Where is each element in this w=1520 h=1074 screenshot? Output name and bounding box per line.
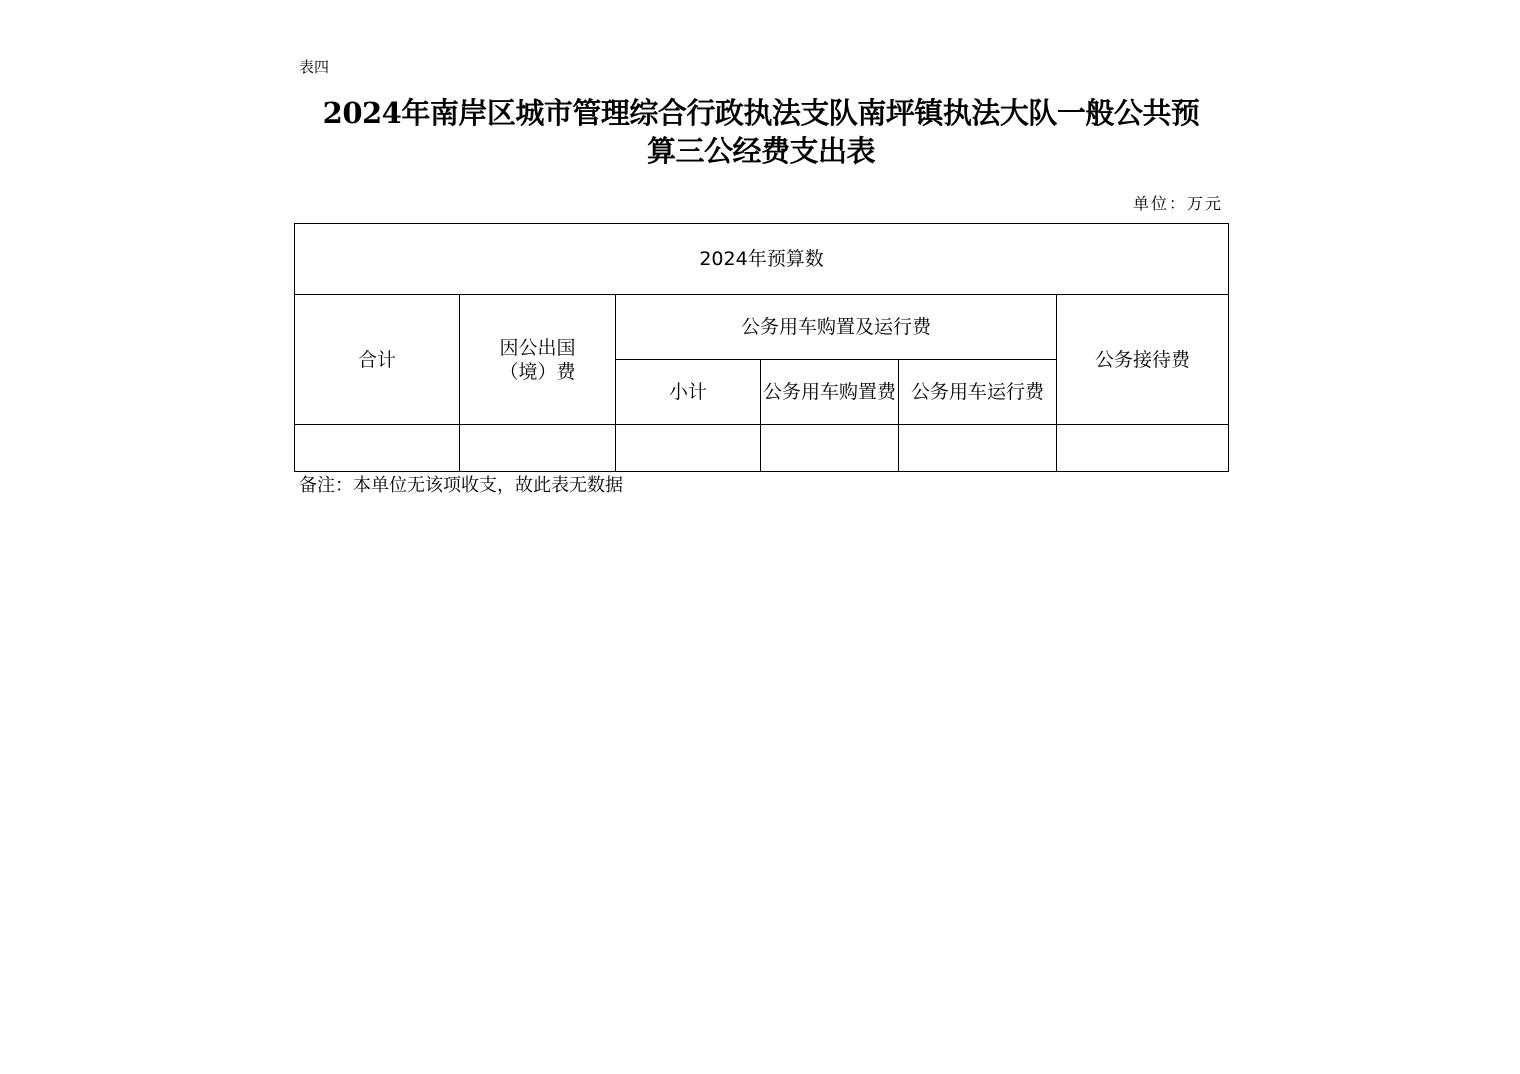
cell-vehicle-purchase xyxy=(761,425,899,472)
cell-reception xyxy=(1057,425,1229,472)
col-vehicle-purchase-header: 公务用车购置费 xyxy=(761,360,899,425)
table-label: 表四 xyxy=(299,58,330,76)
col-total-header: 合计 xyxy=(295,295,460,425)
col-abroad-header: 因公出国（境）费 xyxy=(460,295,616,425)
title-line-2: 算三公经费支出表 xyxy=(646,134,875,168)
year-header: 2024年预算数 xyxy=(295,224,1229,295)
cell-abroad xyxy=(460,425,616,472)
col-vehicle-group-header: 公务用车购置及运行费 xyxy=(616,295,1057,360)
col-vehicle-subtotal-header: 小计 xyxy=(616,360,761,425)
cell-vehicle-subtotal xyxy=(616,425,761,472)
cell-vehicle-operation xyxy=(899,425,1057,472)
page-title xyxy=(294,94,1228,170)
title-line-1: 2024年南岸区城市管理综合行政执法支队南坪镇执法大队一般公共预 xyxy=(322,96,1200,130)
col-reception-header: 公务接待费 xyxy=(1057,295,1229,425)
three-public-expenses-table xyxy=(294,223,1229,472)
unit-label: 单位：万元 xyxy=(1132,194,1223,213)
cell-total xyxy=(295,425,460,472)
col-vehicle-operation-header: 公务用车运行费 xyxy=(899,360,1057,425)
table-row xyxy=(295,425,1229,472)
remark-note: 备注：本单位无该项收支，故此表无数据 xyxy=(299,475,623,496)
